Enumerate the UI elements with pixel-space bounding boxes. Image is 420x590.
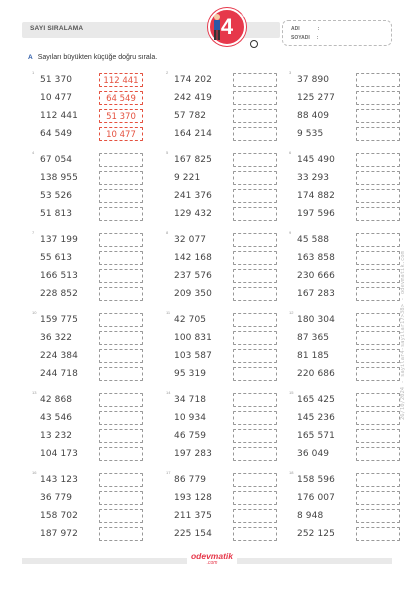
answer-box[interactable]: [233, 447, 277, 461]
number-value: 211 375: [174, 511, 212, 521]
answer-box[interactable]: [233, 207, 277, 221]
number-value: 224 384: [40, 351, 78, 361]
answer-box[interactable]: [99, 287, 143, 301]
answer-box[interactable]: [356, 233, 400, 247]
answer-box[interactable]: [356, 207, 400, 221]
problem-row: [174, 527, 284, 542]
problem-row: [40, 447, 150, 462]
number-value: 10 934: [174, 413, 207, 423]
answer-box[interactable]: [233, 349, 277, 363]
number-value: 10 477: [40, 93, 73, 103]
answer-value: 64 549: [106, 94, 136, 104]
problem-row: [40, 349, 150, 364]
problem-row: [174, 491, 284, 506]
answer-box[interactable]: [233, 127, 277, 141]
problem-row: [174, 313, 284, 328]
problem-2: [166, 70, 284, 142]
answer-value: 112 441: [103, 76, 139, 86]
answer-box[interactable]: [99, 349, 143, 363]
worksheet-title: SAYI SIRALAMA: [30, 25, 84, 32]
number-value: 42 868: [40, 395, 73, 405]
problem-row: [297, 207, 407, 222]
problem-row: [40, 313, 150, 328]
problem-row: [40, 367, 150, 382]
problem-row: [174, 429, 284, 444]
problem-row: [40, 127, 150, 142]
answer-box[interactable]: [356, 491, 400, 505]
number-value: 103 587: [174, 351, 212, 361]
number-value: 37 890: [297, 75, 330, 85]
problem-row: [174, 393, 284, 408]
problem-row: [40, 331, 150, 346]
number-value: 32 077: [174, 235, 207, 245]
number-value: 244 718: [40, 369, 78, 379]
number-value: 242 419: [174, 93, 212, 103]
answer-box[interactable]: [233, 331, 277, 345]
problem-row: [297, 153, 407, 168]
problem-row: [174, 509, 284, 524]
problem-8: [166, 230, 284, 302]
grade-banner: SINIF: [240, 13, 251, 18]
problem-number: 11: [166, 310, 171, 315]
answer-box[interactable]: [356, 509, 400, 523]
answer-box[interactable]: [356, 473, 400, 487]
section-letter: A: [28, 54, 33, 61]
answer-box[interactable]: [233, 233, 277, 247]
problem-5: [166, 150, 284, 222]
problem-row: [297, 411, 407, 426]
answer-box[interactable]: [99, 207, 143, 221]
number-value: 51 370: [40, 75, 73, 85]
answer-box[interactable]: [233, 429, 277, 443]
answer-box[interactable]: [99, 109, 143, 123]
problem-row: [174, 473, 284, 488]
problem-number: 17: [166, 470, 171, 475]
number-value: 9 535: [297, 129, 324, 139]
problem-row: [297, 527, 407, 542]
answer-box[interactable]: [233, 367, 277, 381]
problem-row: [40, 233, 150, 248]
number-value: 228 852: [40, 289, 78, 299]
problem-row: [297, 287, 407, 302]
problem-row: [297, 189, 407, 204]
instruction: [28, 54, 157, 61]
number-value: 158 702: [40, 511, 78, 521]
answer-box[interactable]: [99, 411, 143, 425]
answer-box[interactable]: [99, 313, 143, 327]
answer-box[interactable]: [99, 429, 143, 443]
number-value: 46 759: [174, 431, 207, 441]
problem-row: [174, 331, 284, 346]
problem-row: [297, 393, 407, 408]
problem-row: [40, 171, 150, 186]
number-value: 8 948: [297, 511, 324, 521]
number-value: 174 882: [297, 191, 335, 201]
problem-11: [166, 310, 284, 382]
student-info-box: [282, 20, 392, 46]
number-value: 53 526: [40, 191, 73, 201]
problem-row: [40, 153, 150, 168]
problem-row: [174, 127, 284, 142]
number-value: 9 221: [174, 173, 201, 183]
problem-row: [40, 269, 150, 284]
problem-3: [289, 70, 407, 142]
problem-row: [40, 189, 150, 204]
number-value: 187 972: [40, 529, 78, 539]
number-value: 145 236: [297, 413, 335, 423]
problem-17: [166, 470, 284, 542]
problem-row: [297, 171, 407, 186]
number-value: 125 277: [297, 93, 335, 103]
answer-box[interactable]: [233, 73, 277, 87]
answer-box[interactable]: [99, 91, 143, 105]
answer-box[interactable]: [233, 313, 277, 327]
answer-box[interactable]: [233, 189, 277, 203]
problem-12: [289, 310, 407, 382]
problem-row: [297, 233, 407, 248]
answer-box[interactable]: [233, 287, 277, 301]
answer-box[interactable]: [233, 509, 277, 523]
problem-9: [289, 230, 407, 302]
number-value: 167 825: [174, 155, 212, 165]
problem-row: [297, 447, 407, 462]
problem-13: [32, 390, 150, 462]
answer-box[interactable]: [99, 491, 143, 505]
problem-18: [289, 470, 407, 542]
number-value: 143 123: [40, 475, 78, 485]
problem-14: [166, 390, 284, 462]
problem-row: [297, 251, 407, 266]
number-value: 197 596: [297, 209, 335, 219]
number-value: 45 588: [297, 235, 330, 245]
answer-box[interactable]: [356, 73, 400, 87]
number-value: 176 007: [297, 493, 335, 503]
number-value: 36 322: [40, 333, 73, 343]
name-label: ADI: [291, 26, 300, 32]
answer-box[interactable]: [356, 127, 400, 141]
answer-box[interactable]: [233, 91, 277, 105]
answer-box[interactable]: [99, 367, 143, 381]
answer-box[interactable]: [356, 393, 400, 407]
problem-row: [40, 91, 150, 106]
problem-number: 7: [32, 230, 35, 235]
number-value: 86 779: [174, 475, 207, 485]
problem-number: 12: [289, 310, 294, 315]
number-value: 33 293: [297, 173, 330, 183]
problem-row: [40, 73, 150, 88]
number-value: 104 173: [40, 449, 78, 459]
problem-number: 5: [166, 150, 169, 155]
number-value: 42 705: [174, 315, 207, 325]
answer-box[interactable]: [356, 331, 400, 345]
problem-number: 13: [32, 390, 37, 395]
number-value: 43 546: [40, 413, 73, 423]
problem-row: [297, 313, 407, 328]
number-value: 209 350: [174, 289, 212, 299]
answer-box[interactable]: [233, 171, 277, 185]
problem-row: [174, 207, 284, 222]
problem-row: [174, 447, 284, 462]
problem-row: [40, 251, 150, 266]
answer-box[interactable]: [356, 313, 400, 327]
number-value: 220 686: [297, 369, 335, 379]
answer-box[interactable]: [99, 527, 143, 541]
problem-row: [40, 109, 150, 124]
problem-row: [297, 91, 407, 106]
number-value: 100 831: [174, 333, 212, 343]
number-value: 95 319: [174, 369, 207, 379]
answer-box[interactable]: [99, 189, 143, 203]
answer-value: 10 477: [106, 130, 136, 140]
answer-box[interactable]: [356, 153, 400, 167]
answer-box[interactable]: [99, 73, 143, 87]
footer-logo: [187, 551, 237, 571]
problem-row: [40, 411, 150, 426]
logo-text: odevmatik: [190, 551, 234, 561]
name-colon: :: [317, 26, 320, 32]
number-value: 166 513: [40, 271, 78, 281]
problem-row: [174, 349, 284, 364]
answer-box[interactable]: [356, 411, 400, 425]
problem-15: [289, 390, 407, 462]
number-value: 51 813: [40, 209, 73, 219]
answer-box[interactable]: [233, 527, 277, 541]
number-value: 180 304: [297, 315, 335, 325]
answer-box[interactable]: [356, 287, 400, 301]
number-value: 88 409: [297, 111, 330, 121]
number-value: 237 576: [174, 271, 212, 281]
answer-box[interactable]: [356, 527, 400, 541]
answer-box[interactable]: [356, 447, 400, 461]
problem-number: 4: [32, 150, 35, 155]
problem-row: [40, 509, 150, 524]
problem-row: [297, 429, 407, 444]
answer-box[interactable]: [99, 269, 143, 283]
number-value: 55 613: [40, 253, 73, 263]
number-value: 36 779: [40, 493, 73, 503]
answer-box[interactable]: [356, 349, 400, 363]
problem-row: [174, 153, 284, 168]
number-value: 138 955: [40, 173, 78, 183]
problem-10: [32, 310, 150, 382]
problem-number: 18: [289, 470, 294, 475]
answer-box[interactable]: [233, 411, 277, 425]
number-value: 241 376: [174, 191, 212, 201]
problem-row: [40, 491, 150, 506]
problem-row: [174, 269, 284, 284]
problem-row: [174, 171, 284, 186]
number-value: 159 775: [40, 315, 78, 325]
problem-row: [297, 509, 407, 524]
number-value: 64 549: [40, 129, 73, 139]
number-value: 137 199: [40, 235, 78, 245]
problem-row: [174, 109, 284, 124]
number-value: 129 432: [174, 209, 212, 219]
soccer-ball-icon: [250, 40, 258, 48]
logo-domain: .com: [206, 560, 218, 566]
answer-box[interactable]: [356, 171, 400, 185]
problem-row: [297, 73, 407, 88]
problem-row: [174, 91, 284, 106]
problem-number: 1: [32, 70, 35, 75]
number-value: 142 168: [174, 253, 212, 263]
problem-number: 2: [166, 70, 169, 75]
answer-box[interactable]: [356, 91, 400, 105]
problem-row: [174, 73, 284, 88]
answer-box[interactable]: [99, 153, 143, 167]
number-value: 165 571: [297, 431, 335, 441]
answer-box[interactable]: [356, 429, 400, 443]
problem-row: [40, 527, 150, 542]
answer-box[interactable]: [99, 251, 143, 265]
problem-row: [174, 233, 284, 248]
number-value: 112 441: [40, 111, 78, 121]
number-value: 163 858: [297, 253, 335, 263]
number-value: 225 154: [174, 529, 212, 539]
watermark: 26/10/2024 - sayilar4-sayilar17>38> - odevmatik.com: [400, 251, 406, 420]
problem-row: [40, 287, 150, 302]
answer-box[interactable]: [233, 473, 277, 487]
answer-box[interactable]: [233, 153, 277, 167]
problem-number: 10: [32, 310, 37, 315]
instruction-text: Sayıları büyükten küçüğe doğru sırala.: [37, 54, 158, 61]
number-value: 230 666: [297, 271, 335, 281]
problem-7: [32, 230, 150, 302]
problem-4: [32, 150, 150, 222]
problem-number: 16: [32, 470, 37, 475]
answer-box[interactable]: [356, 367, 400, 381]
problem-number: 9: [289, 230, 292, 235]
problem-row: [40, 207, 150, 222]
answer-box[interactable]: [356, 189, 400, 203]
number-value: 167 283: [297, 289, 335, 299]
problem-16: [32, 470, 150, 542]
answer-box[interactable]: [233, 251, 277, 265]
problem-row: [40, 429, 150, 444]
number-value: 13 232: [40, 431, 73, 441]
answer-box[interactable]: [356, 109, 400, 123]
answer-box[interactable]: [99, 509, 143, 523]
number-value: 67 054: [40, 155, 73, 165]
number-value: 158 596: [297, 475, 335, 485]
answer-box[interactable]: [99, 473, 143, 487]
problem-row: [297, 349, 407, 364]
problem-number: 14: [166, 390, 171, 395]
answer-box[interactable]: [99, 393, 143, 407]
surname-label: SOYADI: [291, 35, 310, 41]
number-value: 193 128: [174, 493, 212, 503]
answer-box[interactable]: [233, 491, 277, 505]
problem-6: [289, 150, 407, 222]
surname-field[interactable]: [291, 35, 318, 41]
problem-row: [297, 473, 407, 488]
problem-row: [297, 331, 407, 346]
answer-value: 51 370: [106, 112, 136, 122]
problem-row: [297, 491, 407, 506]
number-value: 34 718: [174, 395, 207, 405]
answer-box[interactable]: [356, 269, 400, 283]
number-value: 36 049: [297, 449, 330, 459]
answer-box[interactable]: [233, 393, 277, 407]
problem-number: 6: [289, 150, 292, 155]
number-value: 165 425: [297, 395, 335, 405]
problem-row: [297, 127, 407, 142]
answer-box[interactable]: [99, 447, 143, 461]
number-value: 81 185: [297, 351, 330, 361]
answer-box[interactable]: [233, 269, 277, 283]
answer-box[interactable]: [233, 109, 277, 123]
surname-colon: :: [316, 35, 319, 41]
number-value: 57 782: [174, 111, 207, 121]
problem-number: 8: [166, 230, 169, 235]
answer-box[interactable]: [99, 127, 143, 141]
answer-box[interactable]: [356, 251, 400, 265]
number-value: 174 202: [174, 75, 212, 85]
problem-row: [40, 473, 150, 488]
number-value: 164 214: [174, 129, 212, 139]
problem-1: [32, 70, 150, 142]
answer-box[interactable]: [99, 171, 143, 185]
number-value: 197 283: [174, 449, 212, 459]
problem-number: 15: [289, 390, 294, 395]
problem-row: [297, 109, 407, 124]
problem-row: [174, 287, 284, 302]
number-value: 87 365: [297, 333, 330, 343]
number-value: 252 125: [297, 529, 335, 539]
problem-row: [40, 393, 150, 408]
problem-row: [174, 367, 284, 382]
problem-row: [297, 367, 407, 382]
problem-row: [174, 411, 284, 426]
problem-row: [174, 189, 284, 204]
number-value: 145 490: [297, 155, 335, 165]
problem-number: 3: [289, 70, 292, 75]
answer-box[interactable]: [99, 331, 143, 345]
answer-box[interactable]: [99, 233, 143, 247]
grade-number: 4: [220, 14, 234, 39]
problem-row: [174, 251, 284, 266]
problem-row: [297, 269, 407, 284]
name-field[interactable]: [291, 26, 319, 32]
